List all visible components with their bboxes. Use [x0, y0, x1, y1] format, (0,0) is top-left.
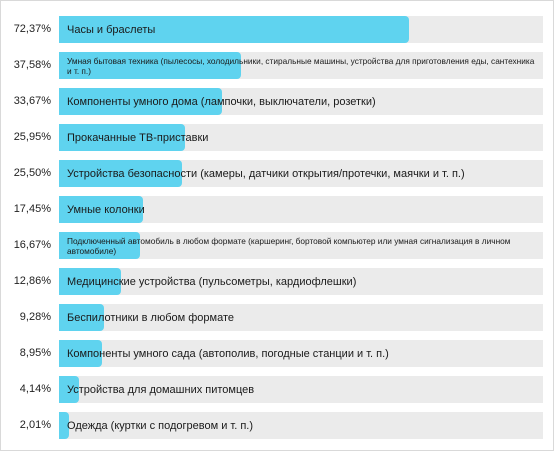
bar-row [1, 196, 553, 223]
category-label: Часы и браслеты [67, 23, 156, 36]
bar-track [59, 340, 543, 367]
value-label: 33,67% [13, 95, 51, 107]
category-label: Прокачанные ТВ-приставки [67, 131, 209, 144]
value-label: 25,50% [13, 167, 51, 179]
value-label: 4,14% [19, 383, 51, 395]
category-label: Устройства безопасности (камеры, датчики открытия/протечки, маячки и т. п.) [67, 167, 465, 180]
bar-track [59, 196, 543, 223]
bar-track [59, 376, 543, 403]
bar-row [1, 376, 553, 403]
category-label: Умная бытовая техника (пылесосы, холодильники, стиральные машины, устройства для приготовления еды, сантехника и т. п.) [67, 55, 535, 76]
category-label: Одежда (куртки с подогревом и т. п.) [67, 419, 254, 432]
category-label: Устройства для домашних питомцев [67, 383, 255, 396]
value-label: 12,86% [13, 275, 51, 287]
bar-row [1, 52, 553, 79]
bar-track [59, 124, 543, 151]
category-label: Беспилотники в любом формате [67, 311, 234, 324]
value-label: 17,45% [13, 203, 51, 215]
value-label: 8,95% [19, 347, 51, 359]
bar-track [59, 52, 543, 79]
bar-row [1, 340, 553, 367]
value-label: 2,01% [19, 419, 51, 431]
bar-row [1, 124, 553, 151]
bar-track [59, 232, 543, 259]
bar-track [59, 412, 543, 439]
bar-row [1, 232, 553, 259]
bar-row [1, 304, 553, 331]
bar-row [1, 160, 553, 187]
category-label: Медицинские устройства (пульсометры, кардиофлешки) [67, 275, 357, 288]
value-label: 16,67% [13, 239, 51, 251]
bar-track [59, 88, 543, 115]
bar-row [1, 88, 553, 115]
bar-track [59, 268, 543, 295]
bar-row [1, 16, 553, 43]
value-label: 25,95% [13, 131, 51, 143]
value-label: 9,28% [19, 311, 51, 323]
bar-row [1, 412, 553, 439]
value-label: 72,37% [13, 23, 51, 35]
bar-track [59, 16, 543, 43]
bar-track [59, 304, 543, 331]
bar-track [59, 160, 543, 187]
category-label: Подключенный автомобиль в любом формате (каршеринг, бортовой компьютер или умная сигнализация в личном автомобиле) [67, 235, 511, 256]
value-label: 37,58% [13, 59, 51, 71]
category-label: Компоненты умного дома (лампочки, выключатели, розетки) [67, 95, 376, 108]
category-label: Умные колонки [67, 203, 145, 216]
category-label: Компоненты умного сада (автополив, погодные станции и т. п.) [67, 347, 389, 360]
bar-row [1, 268, 553, 295]
